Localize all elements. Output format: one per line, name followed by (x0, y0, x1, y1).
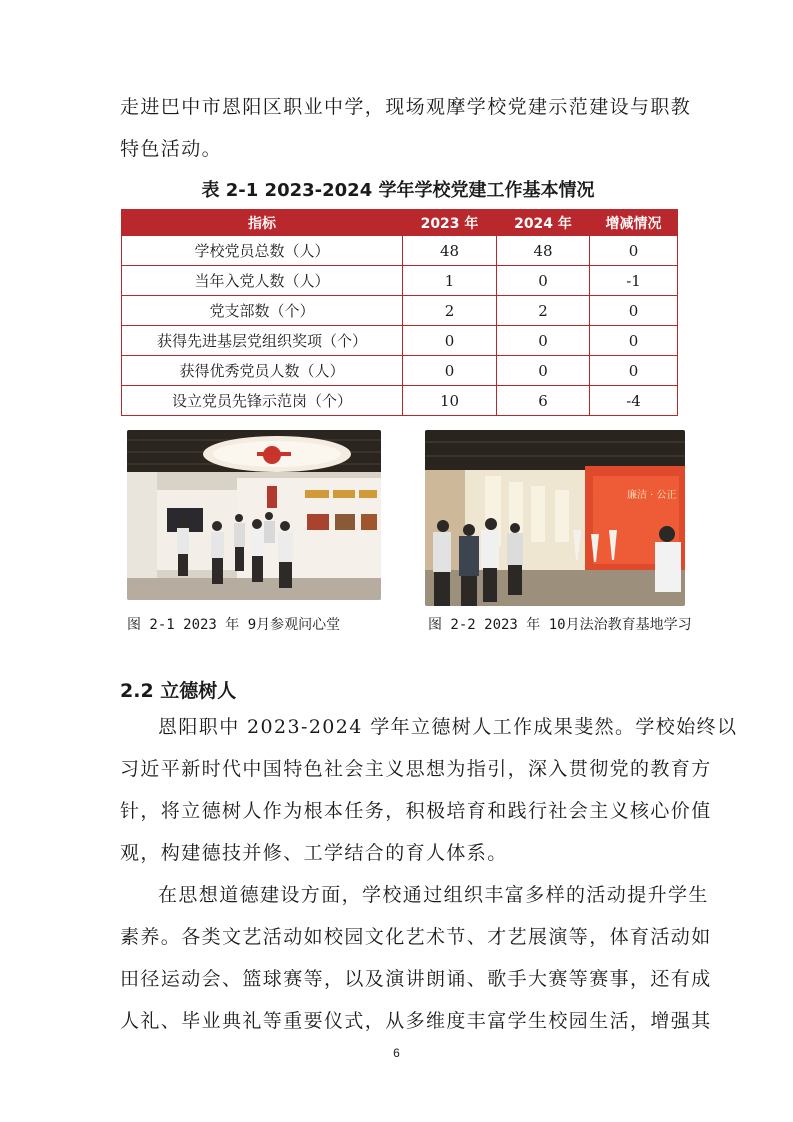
text-line: 素养。各类文艺活动如校园文化艺术节、才艺展演等，体育活动如 (120, 926, 712, 948)
table-row (122, 236, 678, 266)
photo-legal-education-base (425, 430, 685, 606)
header-change: 增减情况 (590, 210, 678, 236)
exhibition-hall-illustration (127, 430, 381, 600)
table-row (122, 356, 678, 386)
cell-indicator: 获得先进基层党组织奖项（个） (122, 326, 403, 356)
table-row (122, 296, 678, 326)
cell-indicator: 党支部数（个） (122, 296, 403, 326)
text-line: 田径运动会、篮球赛等，以及演讲朗诵、歌手大赛等赛事，还有成 (120, 968, 712, 990)
table-row (122, 266, 678, 296)
text-line: 特色活动。 (120, 138, 223, 160)
cell-2023: 0 (403, 326, 497, 356)
cell-2023: 48 (403, 236, 497, 266)
cell-change: -1 (590, 266, 678, 296)
text-line: 观，构建德技并修、工学结合的育人体系。 (120, 842, 508, 864)
text-line: 恩阳职中 2023-2024 学年立德树人工作成果斐然。学校始终以 (158, 716, 738, 738)
table-row (122, 386, 678, 416)
table-header-row (122, 210, 678, 236)
text-line: 人礼、毕业典礼等重要仪式，从多维度丰富学生校园生活，增强其 (120, 1010, 712, 1032)
cell-indicator: 学校党员总数（人） (122, 236, 403, 266)
cell-change: 0 (590, 296, 678, 326)
cell-2023: 0 (403, 356, 497, 386)
table-row (122, 326, 678, 356)
text-line: 走进巴中市恩阳区职业中学，现场观摩学校党建示范建设与职教 (120, 96, 692, 118)
body-paragraph (120, 874, 712, 1042)
body-paragraph (120, 706, 738, 874)
cell-indicator: 获得优秀党员人数（人） (122, 356, 403, 386)
cell-2024: 0 (497, 356, 590, 386)
cell-2023: 2 (403, 296, 497, 326)
header-2024: 2024 年 (497, 210, 590, 236)
cell-change: -4 (590, 386, 678, 416)
sign-text: 廉洁 · 公正 (627, 490, 677, 501)
text-line: 习近平新时代中国特色社会主义思想为指引，深入贯彻党的教育方 (120, 758, 712, 780)
cell-indicator: 设立党员先锋示范岗（个） (122, 386, 403, 416)
header-indicator: 指标 (122, 210, 403, 236)
section-heading: 2.2 立德树人 (120, 680, 237, 702)
cell-indicator: 当年入党人数（人） (122, 266, 403, 296)
photo-exhibition-hall (127, 430, 381, 600)
cell-change: 0 (590, 326, 678, 356)
legal-education-illustration (425, 430, 685, 606)
cell-2023: 1 (403, 266, 497, 296)
figure-caption-1: 图 2-1 2023 年 9月参观问心堂 (127, 617, 341, 633)
cell-2024: 48 (497, 236, 590, 266)
figure-caption-2: 图 2-2 2023 年 10月法治教育基地学习 (428, 617, 692, 633)
intro-paragraph (120, 86, 692, 170)
cell-2024: 6 (497, 386, 590, 416)
cell-change: 0 (590, 356, 678, 386)
text-line: 在思想道德建设方面，学校通过组织丰富多样的活动提升学生 (158, 884, 709, 906)
text-line: 针，将立德树人作为根本任务，积极培育和践行社会主义核心价值 (120, 800, 712, 822)
cell-2024: 2 (497, 296, 590, 326)
table-caption: 表 2-1 2023-2024 学年学校党建工作基本情况 (201, 180, 595, 201)
cell-2023: 10 (403, 386, 497, 416)
cell-2024: 0 (497, 326, 590, 356)
page-number: 6 (393, 1046, 400, 1060)
cell-2024: 0 (497, 266, 590, 296)
header-2023: 2023 年 (403, 210, 497, 236)
party-building-table (121, 209, 678, 416)
cell-change: 0 (590, 236, 678, 266)
